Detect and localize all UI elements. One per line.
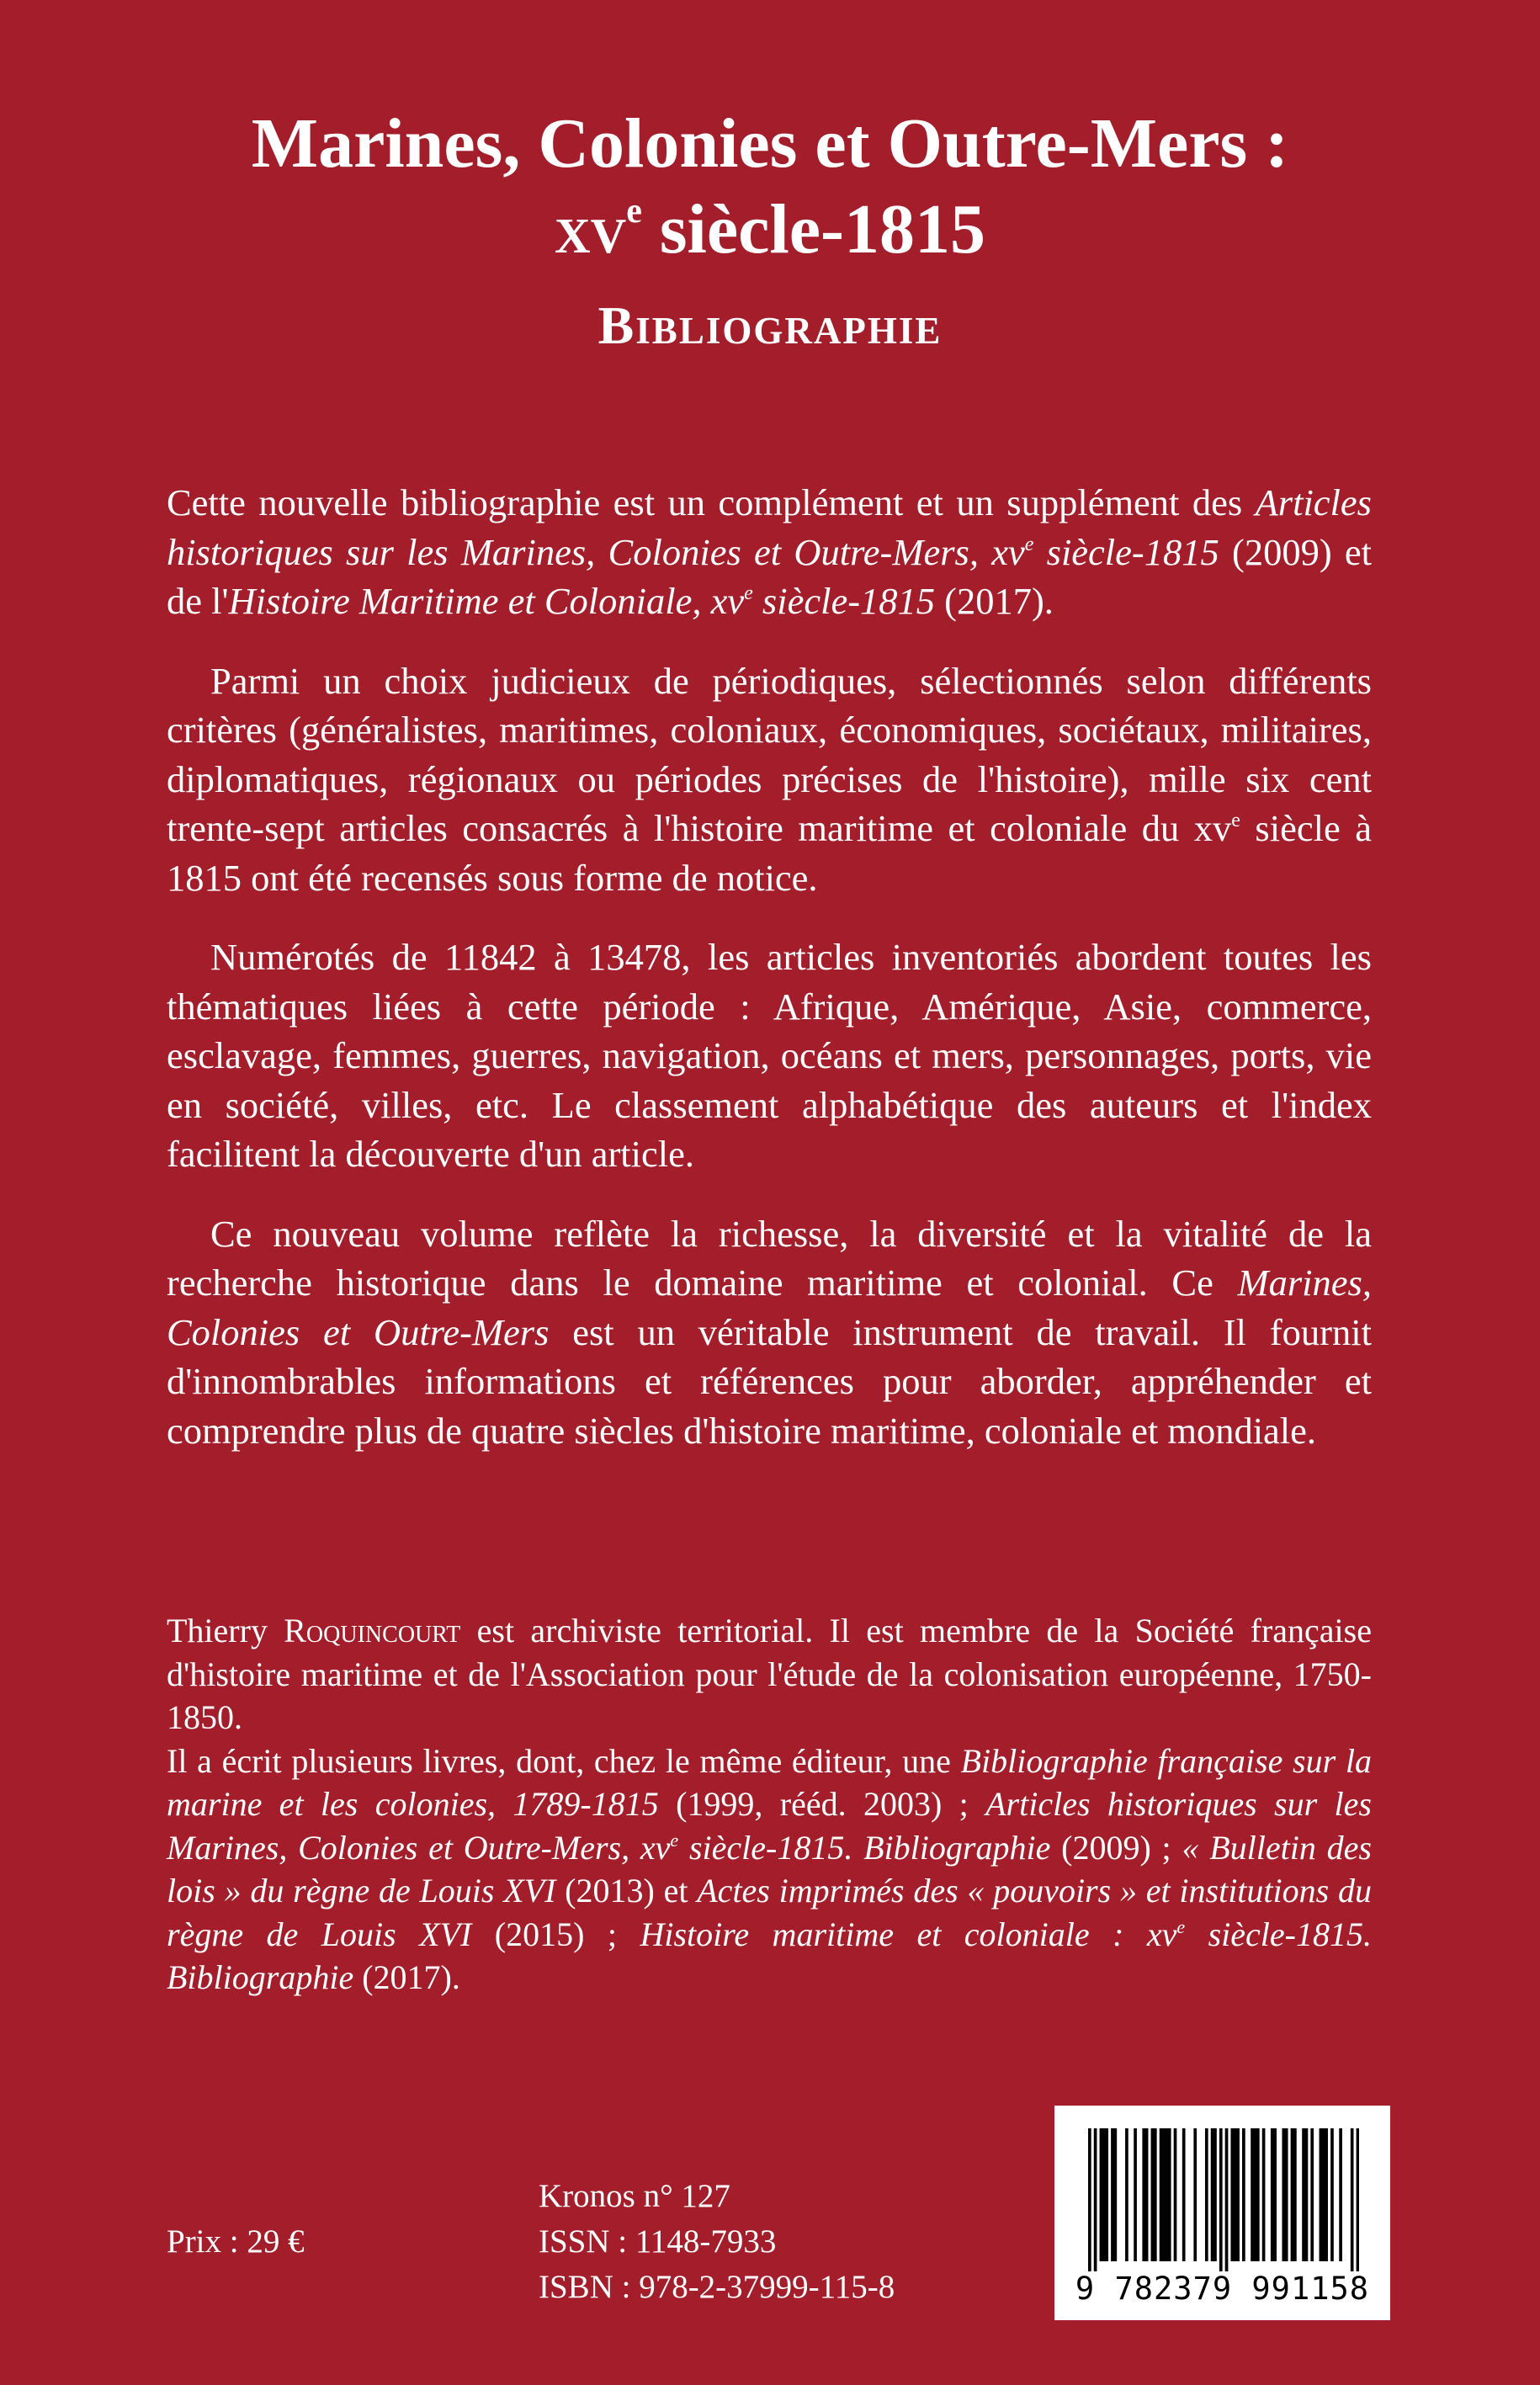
barcode-bar xyxy=(1166,2128,1169,2261)
p1-sup-2: e xyxy=(744,582,753,604)
barcode-bar xyxy=(1234,2128,1237,2261)
title-century-sup: e xyxy=(626,192,642,231)
title-century: xv xyxy=(554,190,627,268)
barcode-bar xyxy=(1174,2128,1177,2261)
bio-italic-5: Actes imprimés des « pouvoirs » et institutions du règne de Louis XVI xyxy=(167,1872,1372,1953)
paragraph-2 xyxy=(167,656,1372,903)
barcode-bar xyxy=(1293,2128,1297,2261)
publication-info xyxy=(539,2174,895,2310)
barcode-bar xyxy=(1111,2128,1114,2261)
p1-italic-1: Articles historiques sur les Marines, Colonies et Outre-Mers, xv xyxy=(167,481,1372,573)
barcode-bar xyxy=(1088,2128,1091,2271)
barcode-bar xyxy=(1230,2128,1234,2261)
title-year-range: siècle-1815 xyxy=(641,190,986,268)
bio-text-7: (2017). xyxy=(353,1958,460,1996)
barcode-bar xyxy=(1182,2128,1186,2261)
p1-text-3: (2017). xyxy=(935,580,1054,622)
barcode-bar xyxy=(1114,2128,1118,2261)
bio-text-3: (1999, rééd. 2003) ; xyxy=(658,1785,986,1823)
barcode-bar xyxy=(1213,2128,1217,2261)
p1-sup-1: e xyxy=(1024,533,1034,555)
barcode-bar xyxy=(1154,2128,1157,2261)
barcode xyxy=(1054,2106,1390,2320)
barcode-bars xyxy=(1088,2128,1359,2271)
author-bio xyxy=(167,1609,1372,2000)
barcode-bar xyxy=(1211,2128,1214,2261)
barcode-bar xyxy=(1322,2128,1325,2261)
barcode-bar xyxy=(1134,2128,1137,2261)
title-line-1: Marines, Colonies et Outre-Mers : xyxy=(251,104,1289,183)
bio-text-4: (2009) ; xyxy=(1050,1828,1182,1867)
barcode-bar xyxy=(1282,2128,1285,2261)
p1-italic-4: siècle-1815 xyxy=(752,580,936,622)
description xyxy=(167,478,1372,1485)
author-first-name: Thierry xyxy=(167,1612,284,1649)
bio-sup-1: e xyxy=(670,1829,679,1851)
p4-italic-1: Marines, Colonies et Outre-Mers xyxy=(167,1262,1372,1353)
p1-italic-3: Histoire Maritime et Coloniale, xv xyxy=(228,580,745,622)
issn: ISSN : 1148-7933 xyxy=(539,2223,777,2260)
barcode-bar xyxy=(1094,2128,1097,2271)
p1-italic-2: siècle-1815 xyxy=(1033,530,1219,573)
barcode-bar xyxy=(1225,2128,1229,2271)
barcode-bar xyxy=(1351,2128,1354,2271)
price: Prix : 29 € xyxy=(167,2223,305,2260)
p4-text-2: est un véritable instrument de travail. Il fournit d'innombrables informations et références pour aborder, appréhender et comprendre plus de quatre siècles d'histoire maritime, coloniale et mondiale. xyxy=(167,1310,1372,1452)
barcode-bar xyxy=(1320,2128,1323,2261)
bio-paragraph-2 xyxy=(167,1740,1372,2000)
barcode-bar xyxy=(1102,2128,1106,2261)
barcode-bar xyxy=(1271,2128,1274,2261)
p1-text-2: (2009) et de l' xyxy=(167,530,1372,622)
barcode-bar xyxy=(1151,2128,1155,2261)
barcode-bar xyxy=(1325,2128,1328,2261)
barcode-bar xyxy=(1330,2128,1334,2261)
bio-text-5: (2013) et xyxy=(555,1872,698,1910)
barcode-bar xyxy=(1142,2128,1145,2261)
barcode-bar xyxy=(1162,2128,1166,2261)
paragraph-3: Numérotés de 11842 à 13478, les articles inventoriés abordent toutes les thématiques liées à cette période : Afrique, Amérique, Asie, commerce, esclavage, femmes, guerres, navigation, océans et mers, personnages, ports, vie en société, villes, etc. Le classement alphabétique des auteurs et l'index facilitent la découverte d'un article. xyxy=(167,936,1372,1175)
barcode-bar xyxy=(1105,2128,1108,2261)
barcode-bar xyxy=(1310,2128,1314,2261)
barcode-bar xyxy=(1256,2128,1260,2261)
bio-italic-6: Histoire maritime et coloniale : xv xyxy=(640,1915,1177,1953)
bio-text-1: est archiviste territorial. Il est membre de la Société française d'histoire maritime et de l'Association pour l'étude de la colonisation européenne, 1750-1850. xyxy=(167,1612,1372,1736)
title-line-2 xyxy=(0,187,1540,273)
barcode-bar xyxy=(1302,2128,1305,2261)
bio-sup-2: e xyxy=(1176,1915,1186,1937)
bio-text-2: Il a écrit plusieurs livres, dont, chez le même éditeur, une xyxy=(167,1741,961,1780)
barcode-bar xyxy=(1291,2128,1294,2261)
barcode-digits: 9 782379 991158 xyxy=(1075,2271,1370,2307)
barcode-bar xyxy=(1305,2128,1309,2261)
p2-text-1: Parmi un choix judicieux de périodiques, sélectionnés selon différents critères (généralistes, maritimes, coloniaux, économiques, sociétaux, militaires, diplomatiques, régionaux ou périodes précises de l'histoire), mille six cent trente-sept articles consacrés à l'histoire maritime et coloniale du xv xyxy=(167,659,1372,849)
barcode-bar xyxy=(1205,2128,1208,2261)
author-last-name: Roquincourt xyxy=(284,1612,461,1649)
barcode-bar xyxy=(1100,2128,1103,2261)
barcode-bar xyxy=(1262,2128,1266,2261)
bio-paragraph-1 xyxy=(167,1609,1372,1740)
bio-italic-4: « Bulletin des lois » du règne de Louis XVI xyxy=(167,1828,1372,1910)
barcode-bar xyxy=(1273,2128,1277,2261)
barcode-bar xyxy=(1145,2128,1149,2261)
barcode-bar xyxy=(1168,2128,1171,2261)
barcode-bar xyxy=(1160,2128,1163,2261)
barcode-bar xyxy=(1254,2128,1257,2261)
barcode-bar xyxy=(1236,2128,1240,2261)
barcode-bar xyxy=(1242,2128,1245,2261)
barcode-bar xyxy=(1285,2128,1288,2261)
p1-text-1: Cette nouvelle bibliographie est un complément et un supplément des xyxy=(167,481,1256,523)
barcode-bar xyxy=(1251,2128,1254,2261)
p2-sup-1: e xyxy=(1231,810,1240,831)
barcode-bar xyxy=(1125,2128,1128,2261)
barcode-bar xyxy=(1193,2128,1197,2261)
barcode-bar xyxy=(1339,2128,1342,2261)
bio-italic-1: Bibliographie française sur la marine et les colonies, 1789-1815 xyxy=(167,1741,1372,1823)
paragraph-4 xyxy=(167,1209,1372,1456)
barcode-bar xyxy=(1357,2128,1359,2271)
subtitle: Bibliographie xyxy=(597,295,943,355)
isbn: ISBN : 978-2-37999-115-8 xyxy=(539,2269,895,2305)
bio-italic-3: siècle-1815. Bibliographie xyxy=(678,1828,1051,1867)
barcode-bar xyxy=(1219,2128,1223,2271)
paragraph-1 xyxy=(167,478,1372,626)
bio-text-6: (2015) ; xyxy=(471,1915,640,1953)
p2-text-2: siècle à 1815 ont été recensés sous forme de notice. xyxy=(167,807,1372,899)
p4-text-1: Ce nouveau volume reflète la richesse, la diversité et la vitalité de la recherche historique dans le domaine maritime et colonial. Ce xyxy=(167,1212,1372,1304)
bio-italic-7: siècle-1815. Bibliographie xyxy=(167,1915,1372,1996)
bio-italic-2: Articles historiques sur les Marines, Colonies et Outre-Mers, xv xyxy=(167,1785,1372,1867)
series-number: Kronos n° 127 xyxy=(539,2178,730,2214)
